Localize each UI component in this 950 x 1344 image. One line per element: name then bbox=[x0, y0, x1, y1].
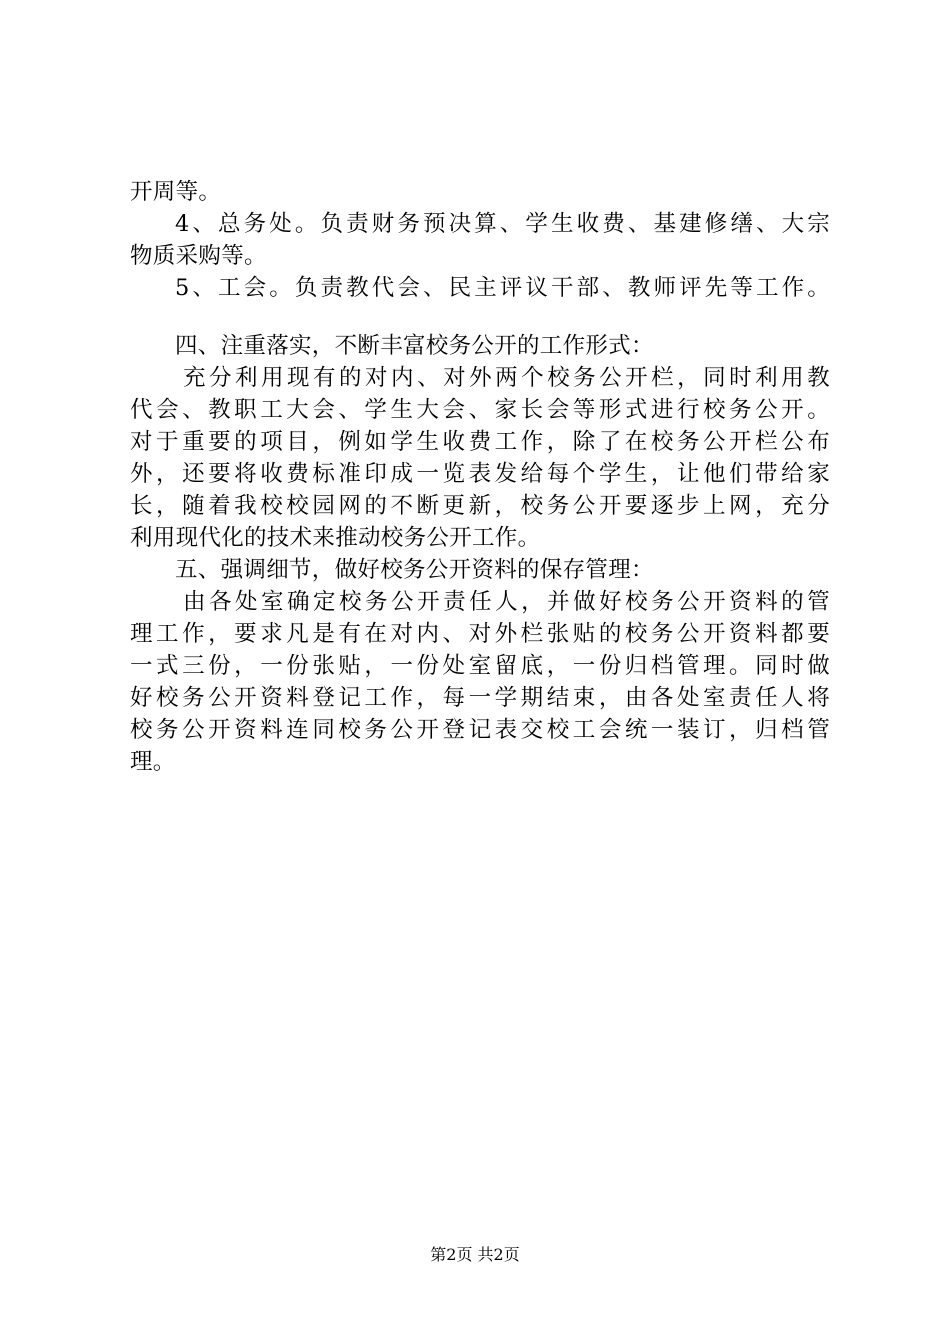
section-heading: 五、强调细节，做好校务公开资料的保存管理： bbox=[175, 557, 654, 583]
section-heading: 四、注重落实，不断丰富校务公开的工作形式： bbox=[175, 333, 654, 359]
paragraph-line: 外，还要将收费标准印成一览表发给每个学生，让他们带给家 bbox=[130, 461, 830, 487]
paragraph-line: 利用现代化的技术来推动校务公开工作。 bbox=[130, 525, 541, 551]
page-number-footer: 第2页 共2页 bbox=[430, 1245, 520, 1264]
paragraph-line: 5、工会。负责教代会、民主评议干部、教师评先等工作。 bbox=[175, 275, 830, 301]
paragraph-line: 长，随着我校校园网的不断更新，校务公开要逐步上网，充分 bbox=[130, 493, 830, 519]
paragraph-line: 开周等。 bbox=[130, 179, 222, 205]
paragraph-line: 好校务公开资料登记工作，每一学期结束，由各处室责任人将 bbox=[130, 685, 830, 711]
paragraph-line: 充分利用现有的对内、对外两个校务公开栏，同时利用教 bbox=[183, 365, 830, 391]
paragraph-line: 由各处室确定校务公开责任人，并做好校务公开资料的管 bbox=[183, 589, 830, 615]
paragraph-line: 代会、教职工大会、学生大会、家长会等形式进行校务公开。 bbox=[130, 397, 830, 423]
paragraph-line: 物质采购等。 bbox=[130, 243, 267, 269]
paragraph-line: 理工作，要求凡是有在对内、对外栏张贴的校务公开资料都要 bbox=[130, 621, 830, 647]
paragraph-line: 校务公开资料连同校务公开登记表交校工会统一装订，归档管 bbox=[130, 717, 830, 743]
paragraph-line: 4、总务处。负责财务预决算、学生收费、基建修缮、大宗 bbox=[175, 211, 830, 237]
paragraph-line: 一式三份，一份张贴，一份处室留底，一份归档管理。同时做 bbox=[130, 653, 830, 679]
paragraph-line: 理。 bbox=[130, 749, 176, 775]
paragraph-line: 对于重要的项目，例如学生收费工作，除了在校务公开栏公布 bbox=[130, 429, 830, 455]
